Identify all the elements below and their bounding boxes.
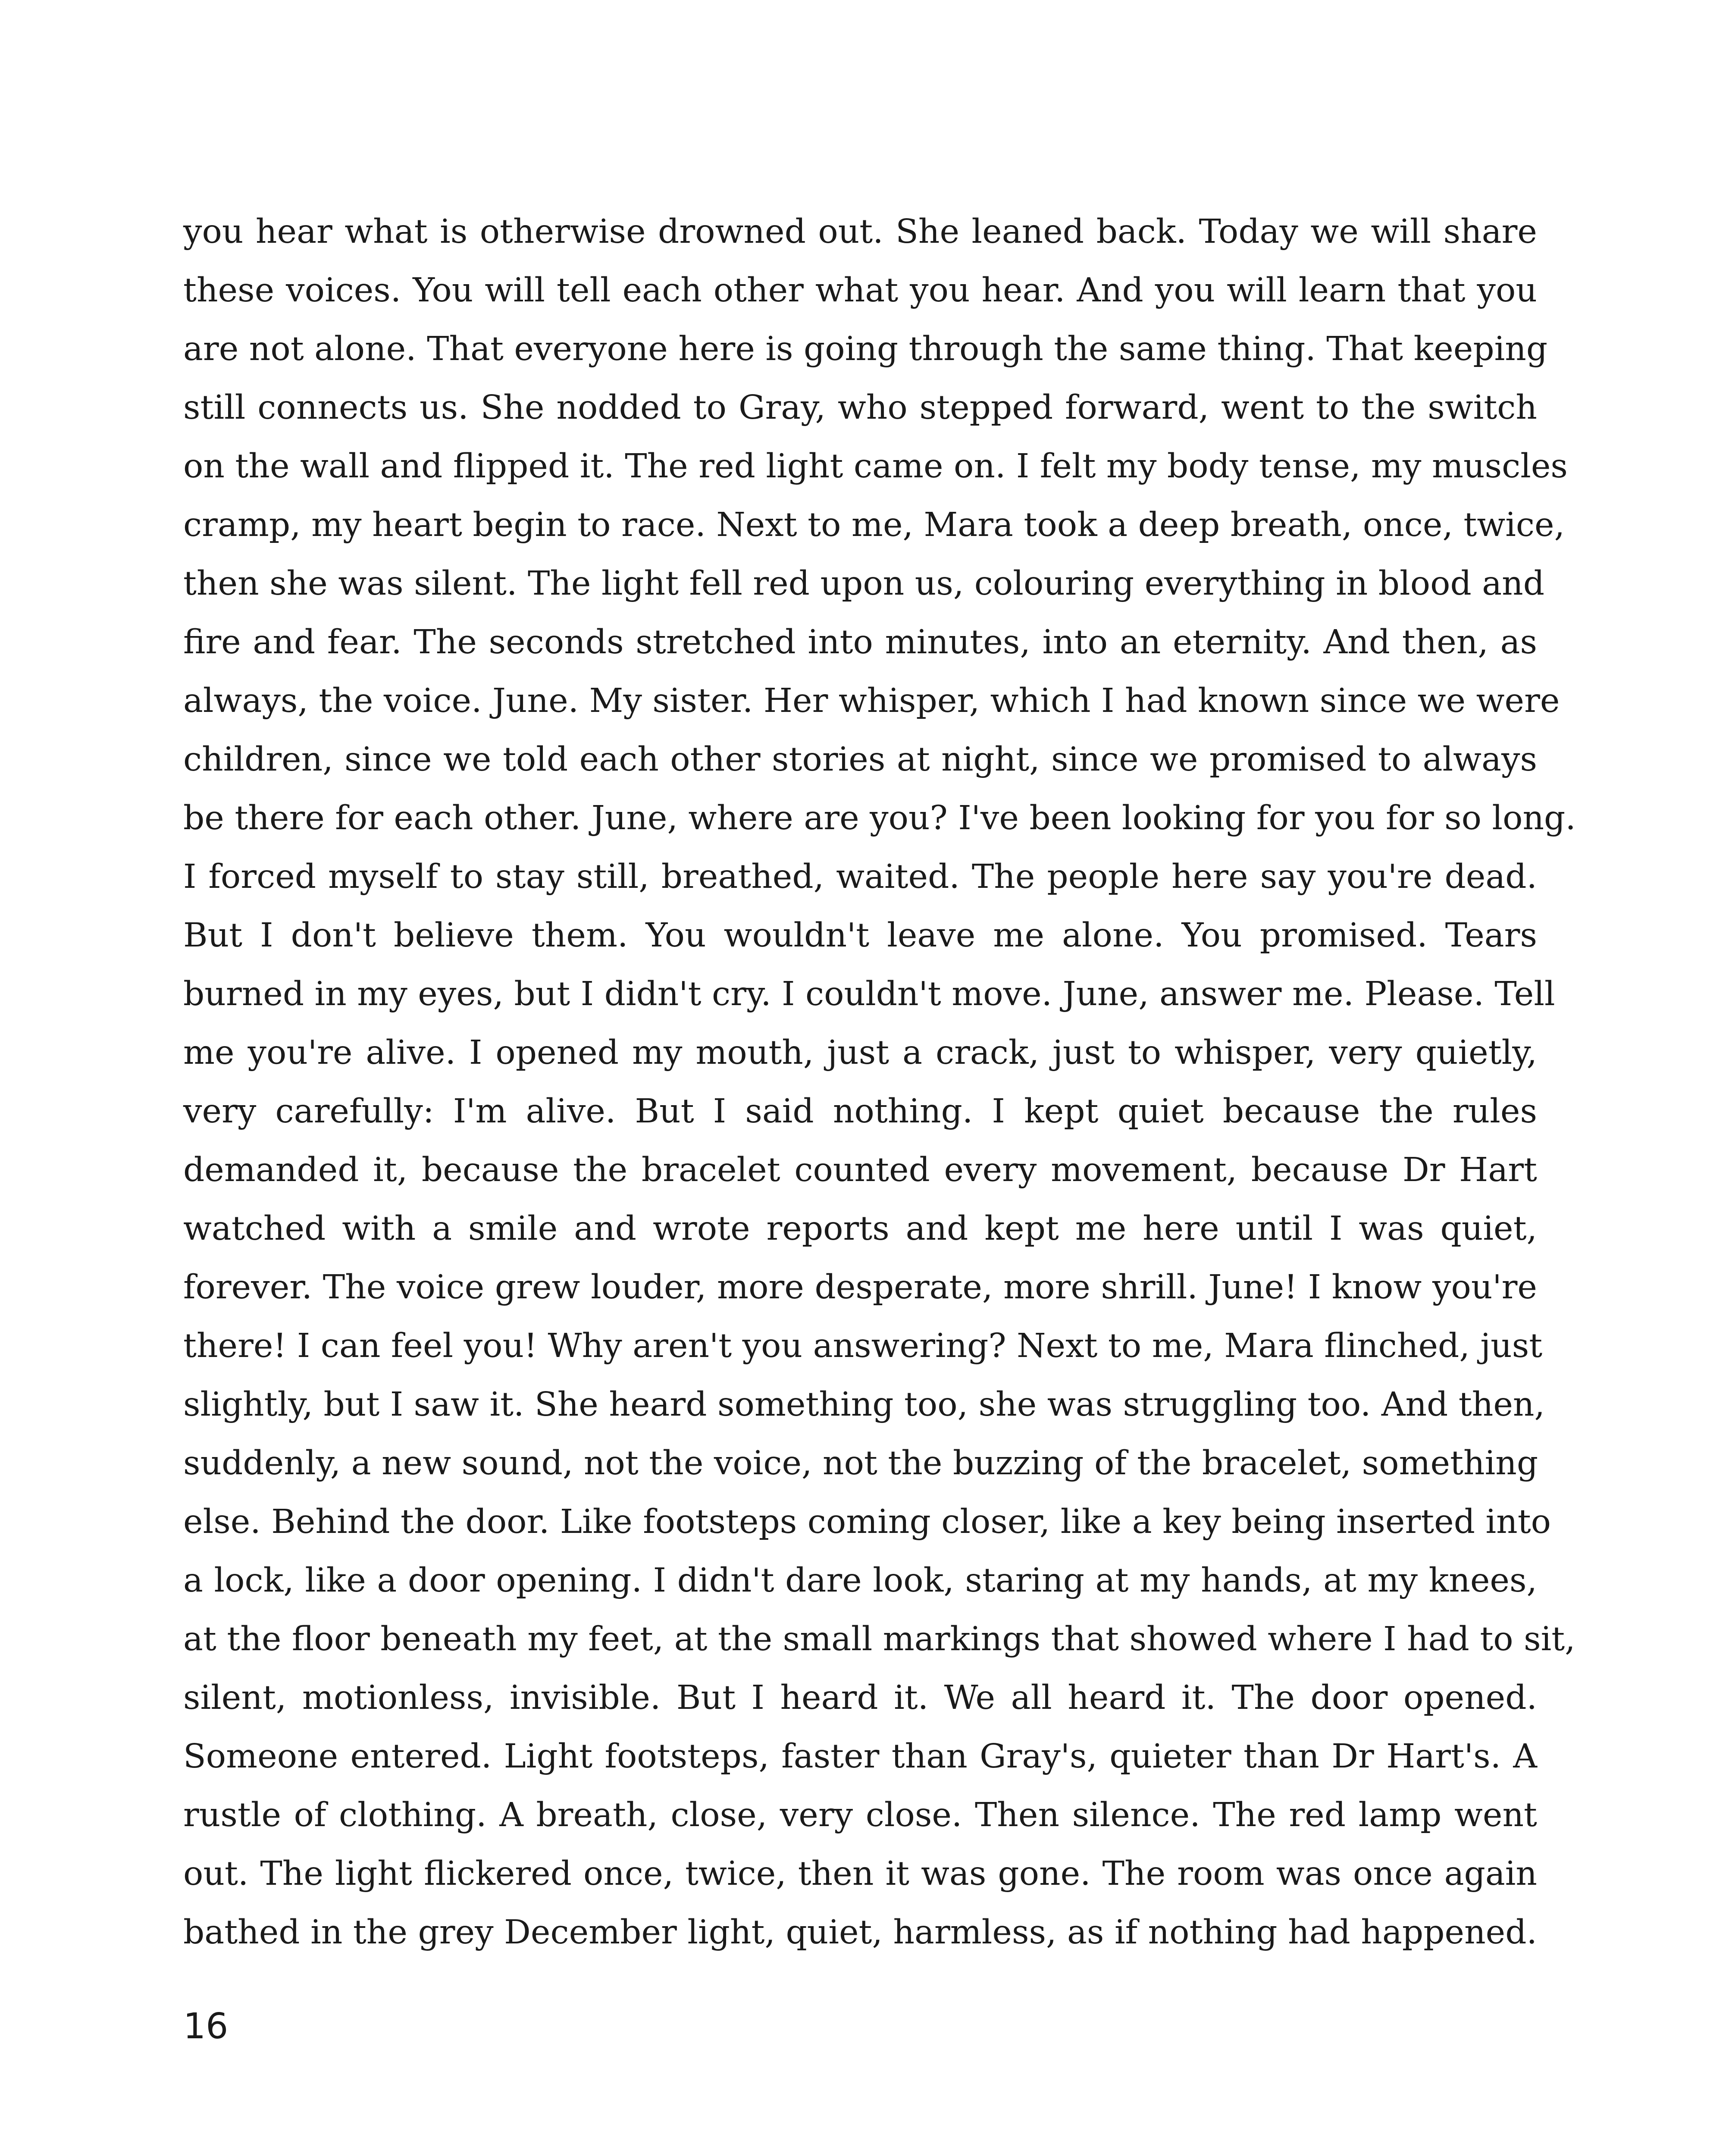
text-line: Someone entered. Light footsteps, faster than Gray's, quieter than Dr Hart's. A	[183, 1737, 1537, 1776]
text-line: rustle of clothing. A breath, close, very close. Then silence. The red lamp went	[183, 1796, 1537, 1834]
text-line: But I don't believe them. You wouldn't leave me alone. You promised. Tears	[183, 916, 1537, 955]
text-line: demanded it, because the bracelet counted every movement, because Dr Hart	[183, 1151, 1537, 1189]
text-line: silent, motionless, invisible. But I heard it. We all heard it. The door opened.	[183, 1679, 1537, 1717]
text-line: bathed in the grey December light, quiet, harmless, as if nothing had happened.	[183, 1913, 1537, 1952]
text-line: on the wall and flipped it. The red light came on. I felt my body tense, my muscles	[183, 447, 1568, 486]
text-line: be there for each other. June, where are you? I've been looking for you for so long.	[183, 799, 1576, 837]
text-line: children, since we told each other stories at night, since we promised to always	[183, 740, 1537, 779]
text-line: a lock, like a door opening. I didn't dare look, staring at my hands, at my knees,	[183, 1561, 1537, 1600]
text-line: cramp, my heart begin to race. Next to me, Mara took a deep breath, once, twice,	[183, 506, 1565, 544]
text-line: I forced myself to stay still, breathed, waited. The people here say you're dead.	[183, 858, 1537, 896]
text-line: watched with a smile and wrote reports and kept me here until I was quiet,	[183, 1210, 1537, 1248]
text-line: else. Behind the door. Like footsteps coming closer, like a key being inserted into	[183, 1503, 1551, 1541]
text-line: suddenly, a new sound, not the voice, not the buzzing of the bracelet, something	[183, 1444, 1538, 1482]
text-line: always, the voice. June. My sister. Her whisper, which I had known since we were	[183, 682, 1560, 720]
text-line: very carefully: I'm alive. But I said nothing. I kept quiet because the rules	[183, 1092, 1537, 1131]
text-line: slightly, but I saw it. She heard something too, she was struggling too. And then,	[183, 1385, 1545, 1424]
text-line: burned in my eyes, but I didn't cry. I couldn't move. June, answer me. Please. Tell	[183, 975, 1555, 1013]
text-line: still connects us. She nodded to Gray, who stepped forward, went to the switch	[183, 389, 1537, 427]
text-line: you hear what is otherwise drowned out. She leaned back. Today we will share	[183, 213, 1537, 251]
body-text	[183, 203, 1576, 1962]
text-line: out. The light flickered once, twice, then it was gone. The room was once again	[183, 1855, 1537, 1893]
text-line: are not alone. That everyone here is going through the same thing. That keeping	[183, 330, 1548, 368]
page-number: 16	[183, 2006, 229, 2047]
text-line: fire and fear. The seconds stretched into minutes, into an eternity. And then, as	[183, 623, 1537, 661]
text-line: me you're alive. I opened my mouth, just a crack, just to whisper, very quietly,	[183, 1034, 1537, 1072]
text-line: there! I can feel you! Why aren't you answering? Next to me, Mara flinched, just	[183, 1327, 1543, 1365]
text-line: then she was silent. The light fell red upon us, colouring everything in blood and	[183, 564, 1544, 603]
text-line: these voices. You will tell each other what you hear. And you will learn that you	[183, 271, 1537, 310]
text-line: at the floor beneath my feet, at the small markings that showed where I had to sit,	[183, 1620, 1575, 1658]
text-line: forever. The voice grew louder, more desperate, more shrill. June! I know you're	[183, 1268, 1537, 1307]
